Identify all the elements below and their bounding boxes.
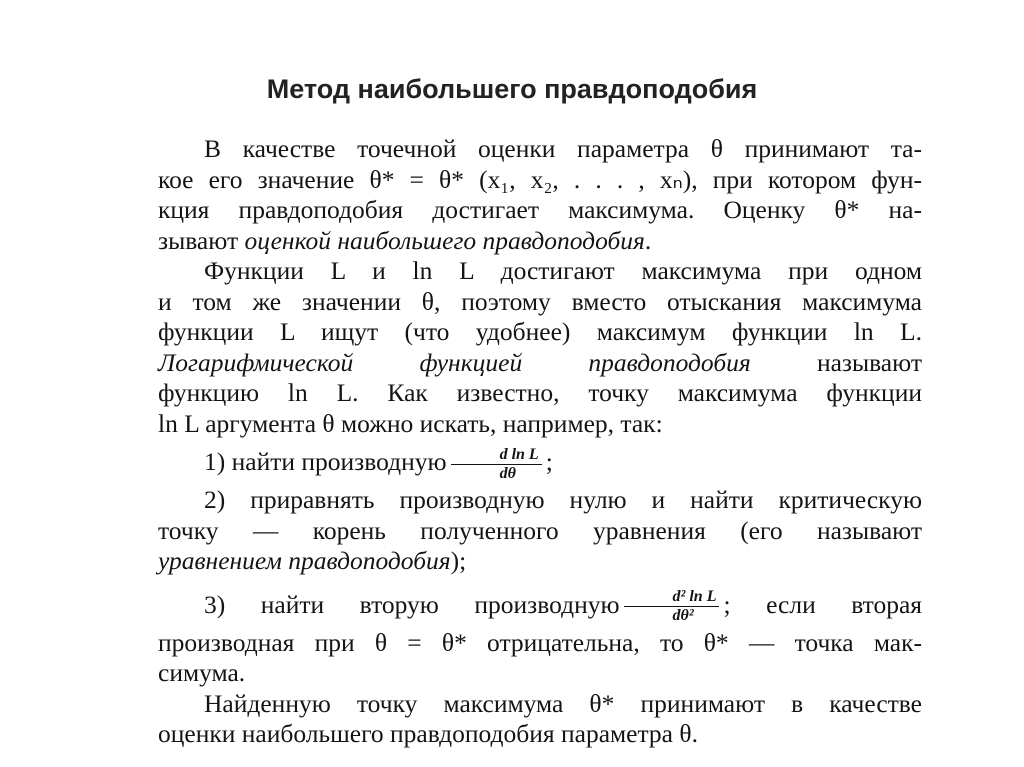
- step-2: 2) приравнять производную нулю и найти критическую: [204, 485, 922, 514]
- page-title: Метод наибольшего правдоподобия: [266, 74, 758, 104]
- text-line: кция правдоподобия достигает максимума. Оценку θ* на-: [158, 195, 922, 224]
- fraction-numerator: d² ln L: [624, 588, 720, 607]
- step-1: [158, 439, 922, 485]
- fraction-denominator: dθ: [499, 464, 516, 482]
- text-fragment: .: [644, 225, 652, 255]
- step-3: [158, 582, 922, 628]
- text-line: [158, 546, 922, 577]
- derivative-fraction: [451, 446, 542, 483]
- text-line: производная при θ = θ* отрицательна, то θ* — точка мак-: [158, 627, 922, 657]
- text-fragment: зывают: [158, 225, 245, 255]
- text-fragment: 1) найти производную: [204, 447, 447, 476]
- text-line: точку — корень полученного уравнения (его называют: [158, 515, 922, 545]
- scanned-text-block: [158, 134, 922, 750]
- emphasis-term: оценкой наибольшего правдоподобия: [244, 225, 645, 255]
- text-fragment: ;: [545, 447, 553, 476]
- text-fragment: называют: [750, 347, 922, 377]
- text-line: функцию ln L. Как известно, точку максимума функции: [158, 378, 922, 407]
- text-line: [158, 348, 922, 379]
- text-line: В качестве точечной оценки параметра θ принимают та-: [204, 134, 922, 163]
- fraction-denominator: dθ²: [672, 607, 694, 625]
- text-fragment: 3) найти вторую производную: [204, 589, 620, 619]
- text-fragment: );: [450, 546, 467, 575]
- emphasis-term: уравнением правдоподобия: [158, 546, 451, 575]
- second-derivative-fraction: [624, 588, 720, 625]
- text-line: функции L ищут (что удобнее) максимум функции ln L.: [158, 317, 922, 346]
- text-line: кое его значение θ* = θ* (x₁, x₂, . . . , xₙ), при котором фун-: [158, 164, 922, 194]
- emphasis-term: Логарифмической функцией правдоподобия: [158, 347, 751, 377]
- text-line: симума.: [158, 658, 246, 687]
- text-line: Найденную точку максимума θ* принимают в качестве: [204, 688, 922, 718]
- fraction-numerator: d ln L: [451, 446, 542, 465]
- text-line: ln L аргумента θ можно искать, например, так:: [158, 408, 663, 438]
- text-line: [158, 226, 922, 257]
- text-line: Функции L и ln L достигают максимума при одном: [204, 256, 922, 285]
- text-line: оценки наибольшего правдоподобия параметра θ.: [158, 719, 698, 748]
- text-fragment: ; если вторая: [723, 589, 922, 619]
- text-line: и том же значении θ, поэтому вместо отыскания максимума: [158, 286, 922, 316]
